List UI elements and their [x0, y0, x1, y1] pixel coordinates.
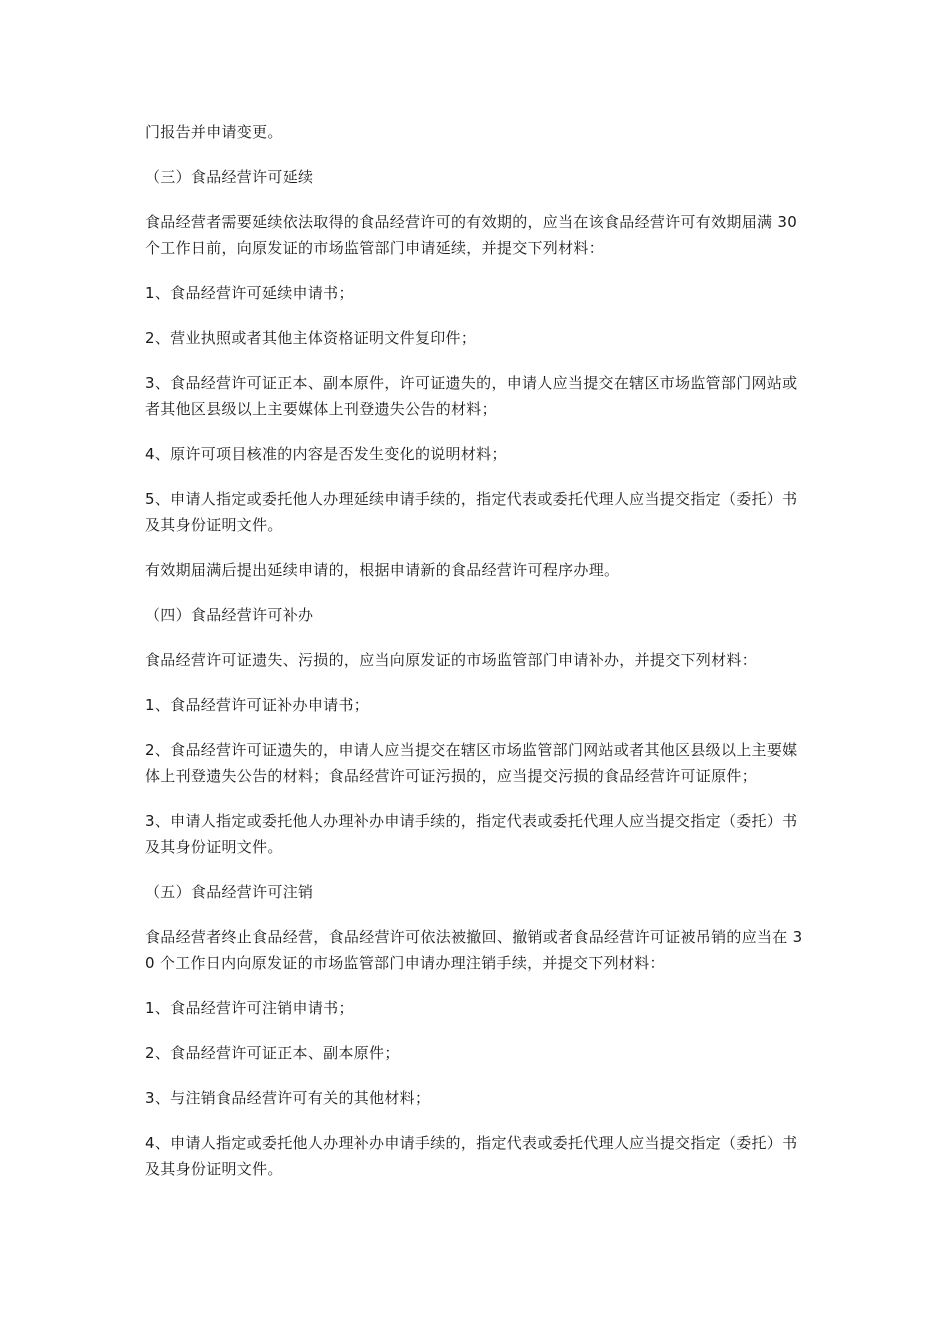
list-item-renewal-5: 5、申请人指定或委托他人办理延续申请手续的，指定代表或委托代理人应当提交指定（委托）书及其身份证明文件。 — [145, 490, 798, 534]
list-item-cancellation-2: 2、食品经营许可证正本、副本原件； — [145, 1044, 400, 1062]
paragraph-renewal-note: 有效期届满后提出延续申请的，根据申请新的食品经营许可程序办理。 — [145, 561, 620, 579]
list-item-cancellation-3: 3、与注销食品经营许可有关的其他材料； — [145, 1089, 431, 1107]
list-item-reissue-1: 1、食品经营许可证补办申请书； — [145, 696, 370, 714]
section-heading-renewal: （三）食品经营许可延续 — [145, 168, 314, 186]
paragraph-continuation: 门报告并申请变更。 — [145, 123, 283, 141]
list-item-reissue-2: 2、食品经营许可证遗失的，申请人应当提交在辖区市场监管部门网站或者其他区县级以上主要媒体上刊登遗失公告的材料；食品经营许可证污损的，应当提交污损的食品经营许可证原件； — [145, 741, 798, 785]
list-item-renewal-2: 2、营业执照或者其他主体资格证明文件复印件； — [145, 329, 477, 347]
list-item-reissue-3: 3、申请人指定或委托他人办理补办申请手续的，指定代表或委托代理人应当提交指定（委托）书及其身份证明文件。 — [145, 812, 798, 856]
paragraph-reissue-intro: 食品经营许可证遗失、污损的，应当向原发证的市场监管部门申请补办，并提交下列材料： — [145, 651, 758, 669]
list-item-cancellation-1: 1、食品经营许可注销申请书； — [145, 999, 354, 1017]
paragraph-cancellation-intro: 食品经营者终止食品经营，食品经营许可依法被撤回、撤销或者食品经营许可证被吊销的应当在 30 个工作日内向原发证的市场监管部门申请办理注销手续，并提交下列材料： — [145, 928, 803, 972]
list-item-renewal-1: 1、食品经营许可延续申请书； — [145, 284, 354, 302]
section-heading-cancellation: （五）食品经营许可注销 — [145, 883, 314, 901]
list-item-renewal-4: 4、原许可项目核准的内容是否发生变化的说明材料； — [145, 445, 507, 463]
paragraph-renewal-intro: 食品经营者需要延续依法取得的食品经营许可的有效期的，应当在该食品经营许可有效期届满 30 个工作日前，向原发证的市场监管部门申请延续，并提交下列材料： — [145, 213, 798, 257]
list-item-cancellation-4: 4、申请人指定或委托他人办理补办申请手续的，指定代表或委托代理人应当提交指定（委托）书及其身份证明文件。 — [145, 1134, 798, 1178]
section-heading-reissue: （四）食品经营许可补办 — [145, 606, 314, 624]
list-item-renewal-3: 3、食品经营许可证正本、副本原件，许可证遗失的，申请人应当提交在辖区市场监管部门网站或者其他区县级以上主要媒体上刊登遗失公告的材料； — [145, 374, 798, 418]
